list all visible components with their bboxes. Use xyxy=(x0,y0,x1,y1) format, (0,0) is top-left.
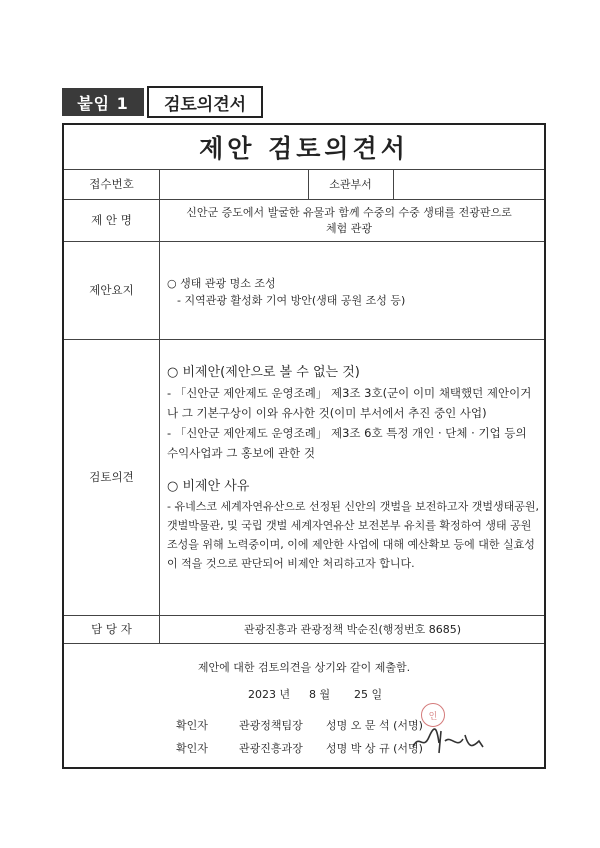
review-opinion xyxy=(167,363,539,573)
summary-line: - 지역관광 활성화 기여 방안(생태 공원 조성 등) xyxy=(177,294,406,307)
divider xyxy=(64,643,544,644)
attachment-tag: 붙임 1 xyxy=(62,88,144,116)
person-in-charge-label: 담 당 자 xyxy=(91,622,132,636)
confirmer-name: 성명 오 문 석 (서명) xyxy=(326,719,423,732)
receipt-number-label: 접수번호 xyxy=(89,177,134,191)
date-year: 2023 년 xyxy=(248,688,291,701)
signature-mark xyxy=(409,725,489,757)
summary-line: ○ 생태 관광 명소 조성 xyxy=(167,277,276,290)
person-in-charge-value: 관광진흥과 관광정책 박순진(행정번호 8685) xyxy=(243,623,462,636)
date-month: 8 월 xyxy=(309,688,331,701)
document-type-label: 검토의견서 xyxy=(147,86,263,118)
seal-stamp: 인 xyxy=(421,703,445,727)
department-label: 소관부서 xyxy=(329,178,372,191)
confirmer-department: 관광정책팀장 xyxy=(239,719,303,732)
opinion-paragraph: - 유네스코 세계자연유산으로 선정된 신안의 갯벌을 보전하고자 갯벌생태공원, 갯벌박물관, 및 국립 갯벌 세계자연유산 보전본부 유치를 확정하여 생태 공원 조성을 위해 노력중이며, 이에 제안한 사업에 대해 예산확보 등에 대한 실효성이 적을 것으로 판단되어 비제안 처리하고자 합니다. xyxy=(167,500,539,570)
opinion-heading: ○ 비제안 사유 xyxy=(167,479,250,494)
date-day: 25 일 xyxy=(354,688,383,701)
confirmer-role: 확인자 xyxy=(176,719,208,732)
confirmer-name: 성명 박 상 규 (서명) xyxy=(326,742,423,755)
review-form xyxy=(62,123,546,769)
proposal-summary xyxy=(167,275,537,309)
confirmer-role: 확인자 xyxy=(176,742,208,755)
divider xyxy=(159,169,160,643)
confirmer-department: 관광진흥과장 xyxy=(239,742,303,755)
submission-statement: 제안에 대한 검토의견을 상기와 같이 제출함. xyxy=(197,661,411,674)
proposal-summary-label: 제안요지 xyxy=(89,283,134,297)
proposal-name-label: 제 안 명 xyxy=(91,213,132,227)
review-opinion-label: 검토의견 xyxy=(89,470,134,484)
divider xyxy=(393,169,394,199)
form-title: 제안 검토의견서 xyxy=(199,134,409,163)
opinion-heading: ○ 비제안(제안으로 볼 수 없는 것) xyxy=(167,365,360,380)
opinion-paragraph: - 「신안군 제안제도 운영조례」 제3조 6호 특정 개인 · 단체 · 기업 등의 수익사업과 그 홍보에 관한 것 xyxy=(167,426,527,460)
opinion-paragraph: - 「신안군 제안제도 운영조례」 제3조 3호(군이 이미 채택했던 제안이거나 그 기본구상이 이와 유사한 것(이미 부서에서 추진 중인 사업) xyxy=(167,386,532,420)
proposal-name-value: 신안군 증도에서 발굴한 유물과 함께 수중의 수중 생태를 전광판으로 체험 관광 xyxy=(186,206,512,235)
